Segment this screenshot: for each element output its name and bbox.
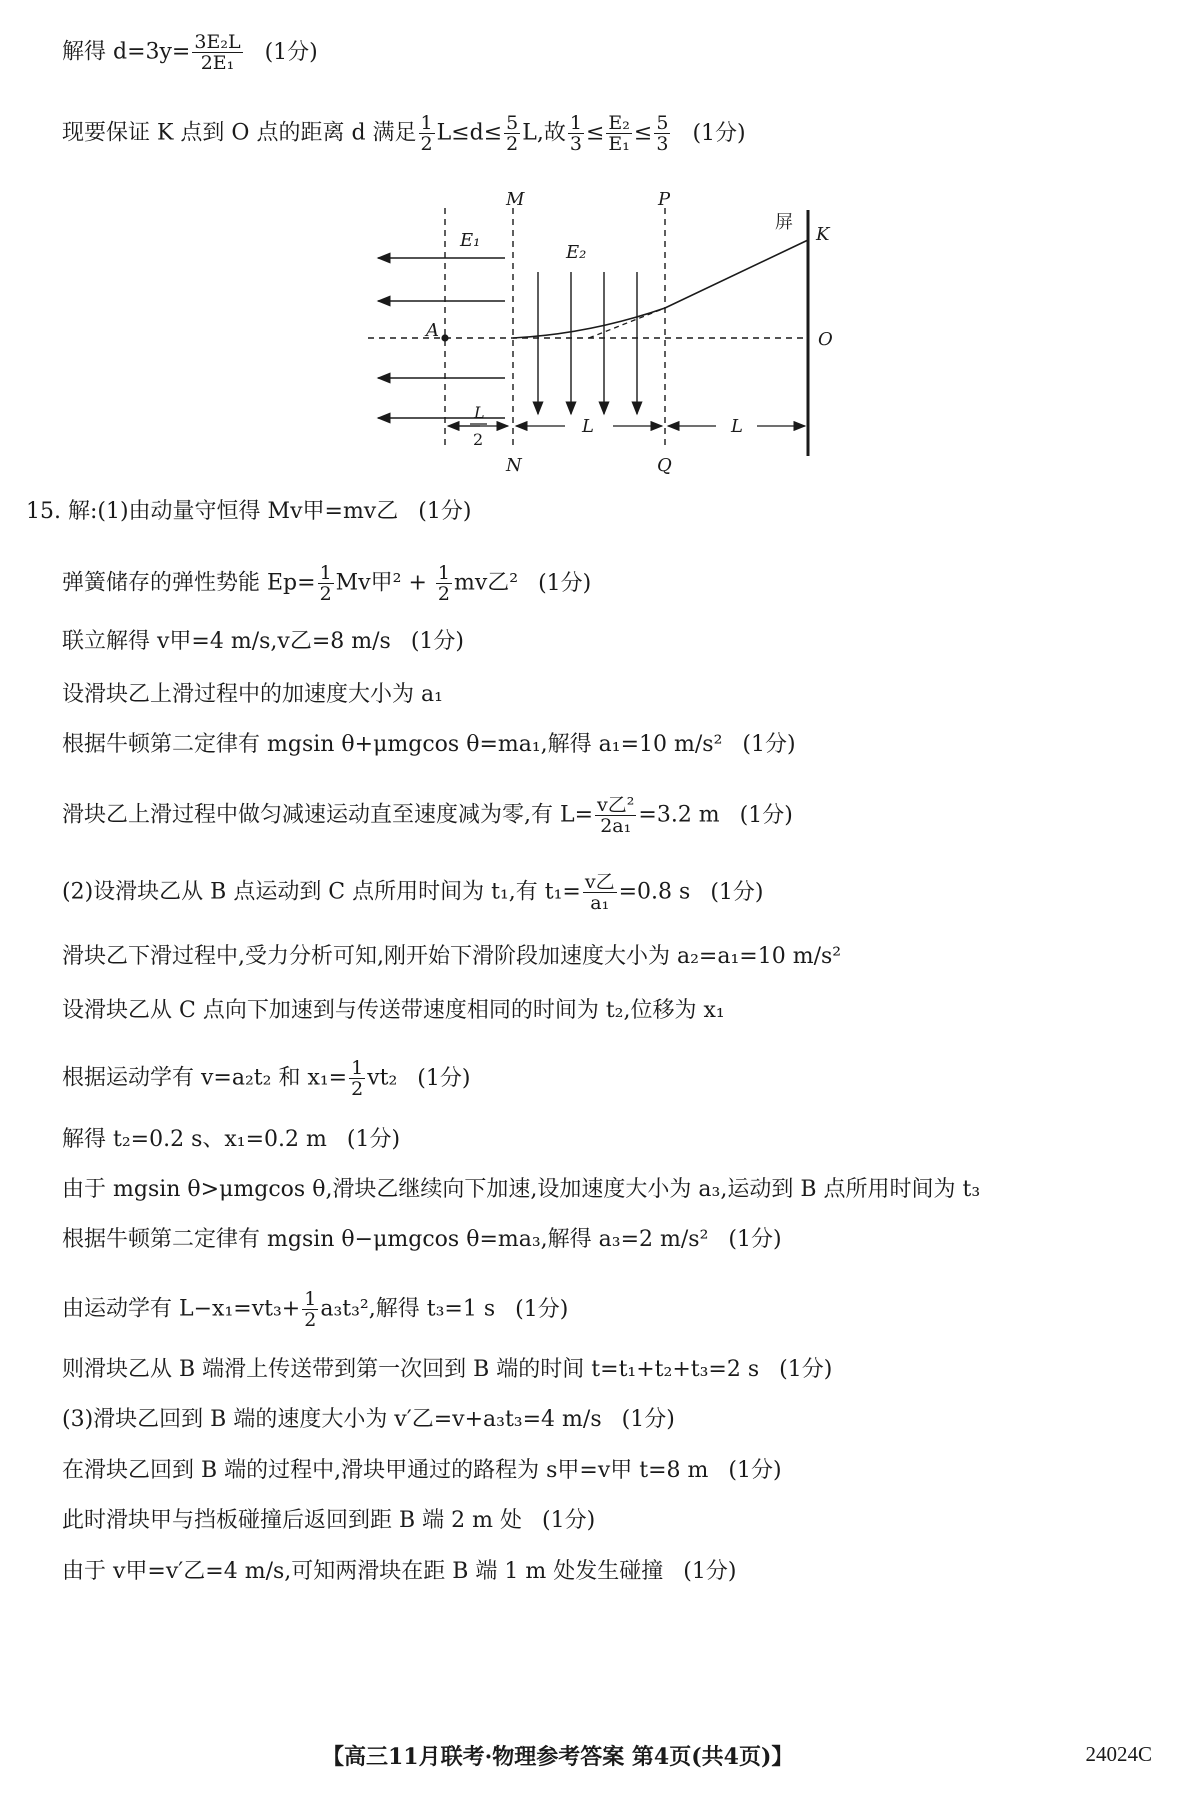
q15-line-4 bbox=[62, 680, 443, 710]
text: 解得 t₂=0.2 s、x₁=0.2 m bbox=[62, 1127, 327, 1152]
text: 联立解得 v甲=4 m/s,v乙=8 m/s bbox=[62, 629, 391, 654]
fraction bbox=[654, 113, 670, 154]
q15-line-17 bbox=[62, 1456, 782, 1486]
point-A bbox=[441, 334, 448, 341]
score: (1分) bbox=[417, 1065, 471, 1091]
denominator: 2 bbox=[319, 583, 332, 605]
numerator: 1 bbox=[437, 562, 450, 584]
label-E2: E₂ bbox=[566, 242, 587, 263]
line-condition bbox=[62, 113, 746, 154]
numerator: 1 bbox=[420, 112, 433, 134]
text: 由于 mgsin θ>μmgcos θ,滑块乙继续向下加速,设加速度大小为 a₃,运动到 B 点所用时间为 t₃ bbox=[62, 1177, 981, 1202]
text: 弹簧储存的弹性势能 Ep= bbox=[62, 570, 316, 596]
numerator: 1 bbox=[569, 112, 582, 134]
q15-line-10 bbox=[62, 1058, 470, 1099]
text: =3.2 m bbox=[638, 802, 720, 828]
label-L2: L bbox=[731, 416, 743, 437]
text: =0.8 s bbox=[618, 879, 691, 905]
score: (1分) bbox=[779, 1357, 833, 1382]
q15-line-8 bbox=[62, 942, 841, 972]
fraction bbox=[318, 563, 334, 604]
q15-line-13 bbox=[62, 1225, 782, 1255]
denominator: 2 bbox=[506, 133, 519, 155]
numerator: 3E₂L bbox=[194, 31, 241, 53]
q15-line-12 bbox=[62, 1175, 980, 1205]
score: (1分) bbox=[410, 629, 464, 654]
text: 滑块乙上滑过程中做匀减速运动直至速度减为零,有 L= bbox=[62, 802, 594, 828]
numerator: 1 bbox=[319, 562, 332, 584]
label-M: M bbox=[506, 189, 525, 210]
label-K: K bbox=[816, 224, 830, 245]
q15-line-18 bbox=[62, 1506, 595, 1536]
text: 在滑块乙回到 B 端的过程中,滑块甲通过的路程为 s甲=v甲 t=8 m bbox=[62, 1458, 709, 1483]
denominator: 3 bbox=[569, 133, 582, 155]
text: ≤ bbox=[585, 120, 605, 146]
text: a₃t₃²,解得 t₃=1 s bbox=[320, 1296, 496, 1322]
text: vt₂ bbox=[367, 1065, 398, 1091]
text: 根据牛顿第二定律有 mgsin θ−μmgcos θ=ma₃,解得 a₃=2 m/s² bbox=[62, 1227, 709, 1252]
field-diagram bbox=[360, 188, 840, 463]
numerator: E₂ bbox=[608, 112, 630, 134]
fraction bbox=[606, 113, 632, 154]
numerator: v乙² bbox=[597, 794, 635, 816]
score: (1分) bbox=[728, 1458, 782, 1483]
text: 则滑块乙从 B 端滑上传送带到第一次回到 B 端的时间 t=t₁+t₂+t₃=2 s bbox=[62, 1357, 760, 1382]
text: ≤ bbox=[633, 120, 653, 146]
fraction bbox=[349, 1058, 365, 1099]
text: 根据运动学有 v=a₂t₂ 和 x₁= bbox=[62, 1065, 348, 1091]
label-screen: 屏 bbox=[775, 212, 793, 233]
denominator: E₁ bbox=[608, 133, 630, 155]
score: (1分) bbox=[264, 39, 318, 65]
denominator: 2 bbox=[351, 1078, 364, 1100]
denominator: 2a₁ bbox=[600, 815, 632, 837]
text: 由于 v甲=v′乙=4 m/s,可知两滑块在距 B 端 1 m 处发生碰撞 bbox=[62, 1559, 664, 1584]
text: 由运动学有 L−x₁=vt₃+ bbox=[62, 1296, 301, 1322]
numerator: v乙 bbox=[584, 871, 615, 893]
fraction bbox=[436, 563, 452, 604]
text: 此时滑块甲与挡板碰撞后返回到距 B 端 2 m 处 bbox=[62, 1508, 522, 1533]
label-half-L-num: L bbox=[474, 403, 485, 422]
text: L≤d≤ bbox=[436, 120, 503, 146]
score: (1分) bbox=[728, 1227, 782, 1252]
text: mv乙² bbox=[453, 570, 519, 596]
score: (1分) bbox=[346, 1127, 401, 1152]
numerator: 5 bbox=[656, 112, 669, 134]
label-N: N bbox=[506, 455, 522, 476]
page-footer: 【高三11月联考·物理参考答案 第4页(共4页)】 bbox=[322, 1744, 794, 1770]
q15-line-3 bbox=[62, 627, 464, 657]
q15-line-16 bbox=[62, 1405, 675, 1435]
denominator: 2E₁ bbox=[200, 52, 235, 74]
numerator: 5 bbox=[506, 112, 519, 134]
fraction bbox=[595, 795, 636, 836]
label-E1: E₁ bbox=[460, 230, 481, 251]
numerator: 1 bbox=[304, 1288, 317, 1310]
doc-code: 24024C bbox=[1085, 1742, 1152, 1766]
q15-line-11 bbox=[62, 1125, 400, 1155]
denominator: 2 bbox=[437, 583, 450, 605]
text: (3)滑块乙回到 B 端的速度大小为 v′乙=v+a₃t₃=4 m/s bbox=[62, 1407, 602, 1432]
text: 设滑块乙上滑过程中的加速度大小为 a₁ bbox=[62, 682, 443, 707]
text: 根据牛顿第二定律有 mgsin θ+μmgcos θ=ma₁,解得 a₁=10 m/s² bbox=[62, 732, 723, 757]
label-P: P bbox=[658, 189, 671, 210]
text: (2)设滑块乙从 B 点运动到 C 点所用时间为 t₁,有 t₁= bbox=[62, 879, 581, 905]
text: L,故 bbox=[522, 120, 566, 146]
q15-line-15 bbox=[62, 1355, 832, 1385]
denominator: a₁ bbox=[590, 892, 610, 914]
score: (1分) bbox=[621, 1407, 675, 1432]
q15-line-7 bbox=[62, 872, 764, 913]
score: (1分) bbox=[683, 1559, 737, 1584]
numerator: 1 bbox=[351, 1057, 364, 1079]
fraction bbox=[192, 32, 242, 73]
text: Mv甲² bbox=[335, 570, 402, 596]
q15-line-2: 弹簧储存的弹性势能 Ep= $\frac{1}{2}$ Mv甲² + $\frac{1}{2}$ mv乙² (1分) bbox=[62, 562, 592, 605]
label-L1: L bbox=[582, 416, 594, 437]
denominator: 2 bbox=[420, 133, 433, 155]
score: (1分) bbox=[739, 802, 793, 828]
text: 15. 解:(1)由动量守恒得 Mv甲=mv乙 bbox=[26, 499, 399, 524]
q15-line-6 bbox=[62, 795, 793, 836]
fraction bbox=[504, 113, 520, 154]
trajectory bbox=[513, 240, 808, 338]
text: 设滑块乙从 C 点向下加速到与传送带速度相同的时间为 t₂,位移为 x₁ bbox=[62, 998, 725, 1023]
fraction bbox=[568, 113, 584, 154]
text: 滑块乙下滑过程中,受力分析可知,刚开始下滑阶段加速度大小为 a₂=a₁=10 m/s² bbox=[62, 944, 842, 969]
denominator: 2 bbox=[304, 1309, 317, 1331]
q15-line-19 bbox=[62, 1557, 736, 1587]
denominator: 3 bbox=[656, 133, 669, 155]
score: (1分) bbox=[538, 570, 592, 596]
line-solve-d bbox=[62, 32, 318, 73]
q15-line-1 bbox=[26, 497, 471, 527]
score: (1分) bbox=[515, 1296, 569, 1322]
q15-line-9 bbox=[62, 996, 725, 1026]
label-O: O bbox=[818, 329, 833, 350]
label-half-L-den: 2 bbox=[473, 430, 484, 449]
q15-line-14 bbox=[62, 1289, 568, 1330]
label-A: A bbox=[426, 320, 439, 341]
fraction bbox=[583, 872, 617, 913]
q15-line-5 bbox=[62, 730, 796, 760]
score: (1分) bbox=[418, 499, 472, 524]
score: (1分) bbox=[742, 732, 796, 757]
text: 现要保证 K 点到 O 点的距离 d 满足 bbox=[62, 120, 417, 146]
score: (1分) bbox=[710, 879, 764, 905]
fraction bbox=[302, 1289, 318, 1330]
label-Q: Q bbox=[657, 455, 672, 476]
score: (1分) bbox=[542, 1508, 596, 1533]
fraction bbox=[419, 113, 435, 154]
text: 解得 d=3y= bbox=[62, 39, 191, 65]
score: (1分) bbox=[692, 120, 746, 146]
